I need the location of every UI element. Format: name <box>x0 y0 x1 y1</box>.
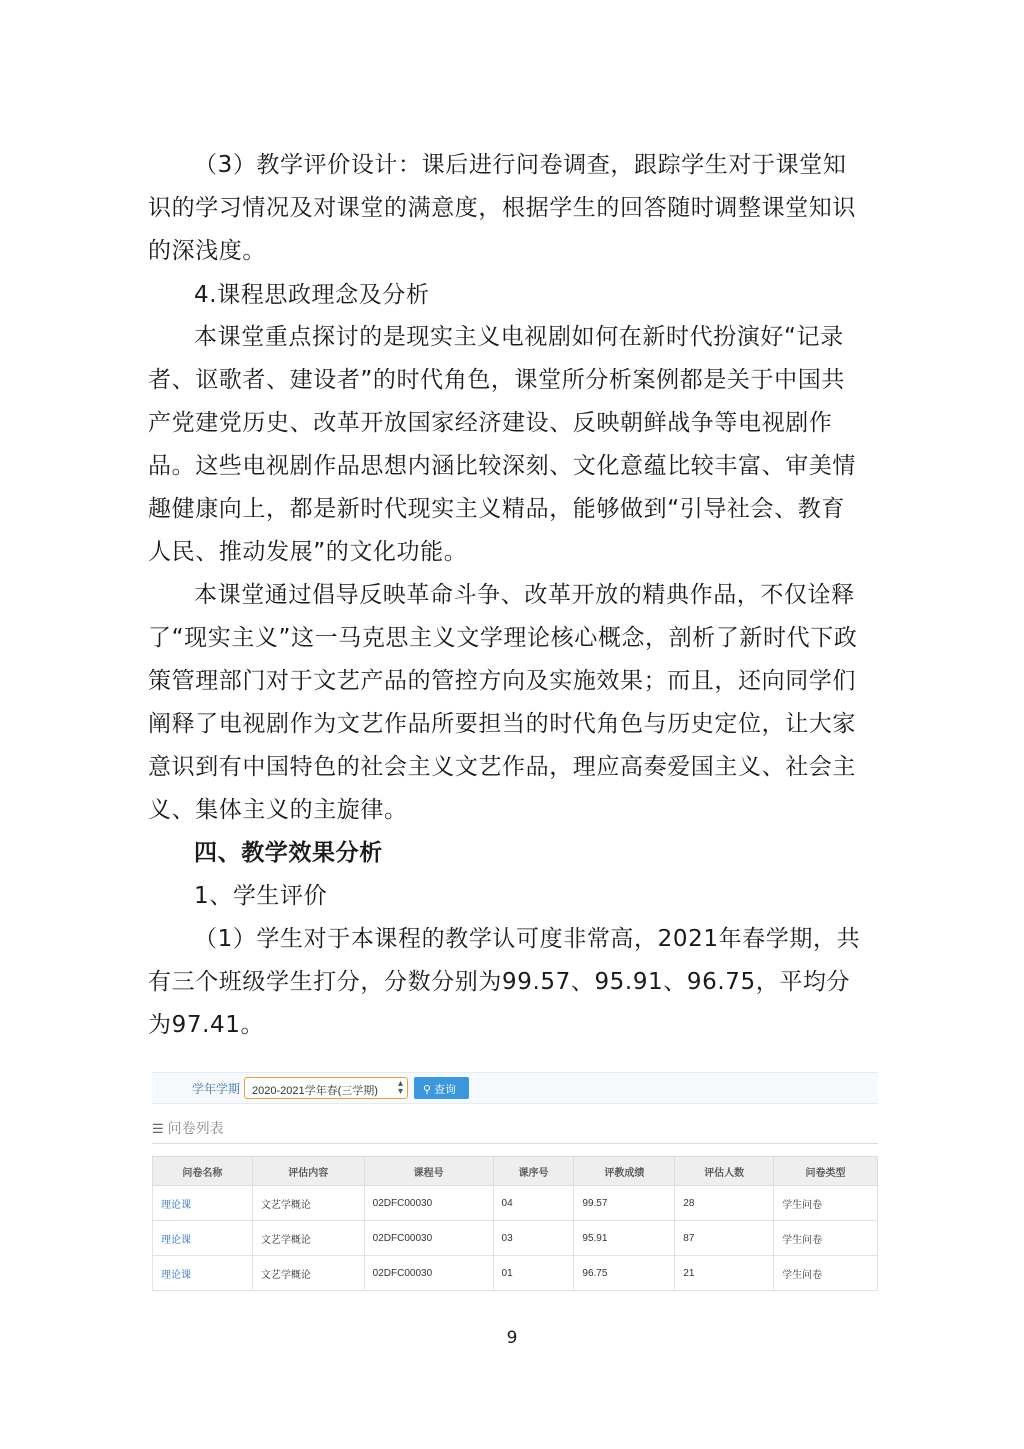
table-row <box>153 1221 878 1256</box>
table-cell: 02DFC00030 <box>364 1221 493 1256</box>
query-button[interactable] <box>414 1077 469 1099</box>
table-cell: 87 <box>675 1221 774 1256</box>
paragraph-line: 阐释了电视剧作为文艺作品所要担当的时代角色与历史定位，让大家 <box>148 711 856 737</box>
list-title <box>152 1118 224 1138</box>
divider <box>152 1143 878 1144</box>
paragraph-line: 的深浅度。 <box>148 238 266 264</box>
table-cell: 28 <box>675 1186 774 1221</box>
subsection-heading: 1、学生评价 <box>194 883 328 909</box>
paragraph-line: 为97.41。 <box>148 1012 265 1038</box>
column-header: 课序号 <box>493 1157 574 1186</box>
table-row <box>153 1186 878 1221</box>
table-header-row <box>153 1157 878 1186</box>
questionnaire-link[interactable]: 理论课 <box>153 1256 253 1291</box>
paragraph-line: 品。这些电视剧作品思想内涵比较深刻、文化意蕴比较丰富、审美情 <box>148 453 856 479</box>
questionnaire-link[interactable]: 理论课 <box>153 1186 253 1221</box>
paragraph-line: 了“现实主义”这一马克思主义文学理论核心概念，剖析了新时代下政 <box>148 625 858 651</box>
paragraph-line: 人民、推动发展”的文化功能。 <box>148 539 468 565</box>
table-cell: 文艺学概论 <box>252 1186 364 1221</box>
search-icon: ⚲ <box>423 1084 432 1096</box>
evaluation-screenshot <box>152 1072 878 1294</box>
column-header: 问卷名称 <box>153 1157 253 1186</box>
paragraph-line: 策管理部门对于文艺产品的管控方向及实施效果；而且，还向同学们 <box>148 668 856 694</box>
select-arrow-icon: ▴ ▾ <box>397 1078 403 1097</box>
table-cell: 02DFC00030 <box>364 1256 493 1291</box>
term-select[interactable] <box>244 1077 408 1099</box>
column-header: 课程号 <box>364 1157 493 1186</box>
table-row <box>153 1256 878 1291</box>
section-heading: 四、教学效果分析 <box>194 840 383 866</box>
paragraph-line: 产党建党历史、改革开放国家经济建设、反映朝鲜战争等电视剧作 <box>148 410 833 436</box>
paragraph-line: 义、集体主义的主旋律。 <box>148 797 408 823</box>
questionnaire-link[interactable]: 理论课 <box>153 1221 253 1256</box>
paragraph-line: （1）学生对于本课程的教学认可度非常高，2021年春学期，共 <box>194 926 861 952</box>
paragraph-line: 意识到有中国特色的社会主义文艺作品，理应高奏爱国主义、社会主 <box>148 754 856 780</box>
paragraph-line: 本课堂重点探讨的是现实主义电视剧如何在新时代扮演好“记录 <box>194 324 844 350</box>
column-header: 评估内容 <box>252 1157 364 1186</box>
term-select-value: 2020-2021学年春(三学期) <box>252 1085 378 1097</box>
table-cell: 02DFC00030 <box>364 1186 493 1221</box>
paragraph-line: （3）教学评价设计：课后进行问卷调查，跟踪学生对于课堂知 <box>194 152 847 178</box>
table-cell: 95.91 <box>574 1221 675 1256</box>
column-header: 评教成绩 <box>574 1157 675 1186</box>
questionnaire-table <box>152 1156 878 1291</box>
table-cell: 学生问卷 <box>774 1256 878 1291</box>
table-cell: 21 <box>675 1256 774 1291</box>
paragraph-line: 趣健康向上，都是新时代现实主义精品，能够做到“引导社会、教育 <box>148 496 845 522</box>
filter-bar <box>152 1072 878 1104</box>
paragraph-line: 本课堂通过倡导反映革命斗争、改革开放的精典作品，不仅诠释 <box>194 582 855 608</box>
table-cell: 学生问卷 <box>774 1221 878 1256</box>
list-icon: ☰ <box>152 1121 164 1136</box>
term-label: 学年学期 <box>192 1082 241 1096</box>
paragraph-line: 者、讴歌者、建设者”的时代角色，课堂所分析案例都是关于中国共 <box>148 367 845 393</box>
table-cell: 99.57 <box>574 1186 675 1221</box>
table-cell: 03 <box>493 1221 574 1256</box>
list-title-text: 问卷列表 <box>167 1120 224 1136</box>
column-header: 问卷类型 <box>774 1157 878 1186</box>
column-header: 评估人数 <box>675 1157 774 1186</box>
section-heading: 4.课程思政理念及分析 <box>194 282 430 308</box>
table-cell: 96.75 <box>574 1256 675 1291</box>
query-button-label: 查询 <box>434 1084 457 1096</box>
table-cell: 文艺学概论 <box>252 1221 364 1256</box>
page-number: 9 <box>506 1328 518 1348</box>
table-cell: 01 <box>493 1256 574 1291</box>
paragraph-line: 识的学习情况及对课堂的满意度，根据学生的回答随时调整课堂知识 <box>148 195 856 221</box>
table-cell: 学生问卷 <box>774 1186 878 1221</box>
paragraph-line: 有三个班级学生打分，分数分别为99.57、95.91、96.75，平均分 <box>148 969 851 995</box>
table-cell: 04 <box>493 1186 574 1221</box>
table-cell: 文艺学概论 <box>252 1256 364 1291</box>
